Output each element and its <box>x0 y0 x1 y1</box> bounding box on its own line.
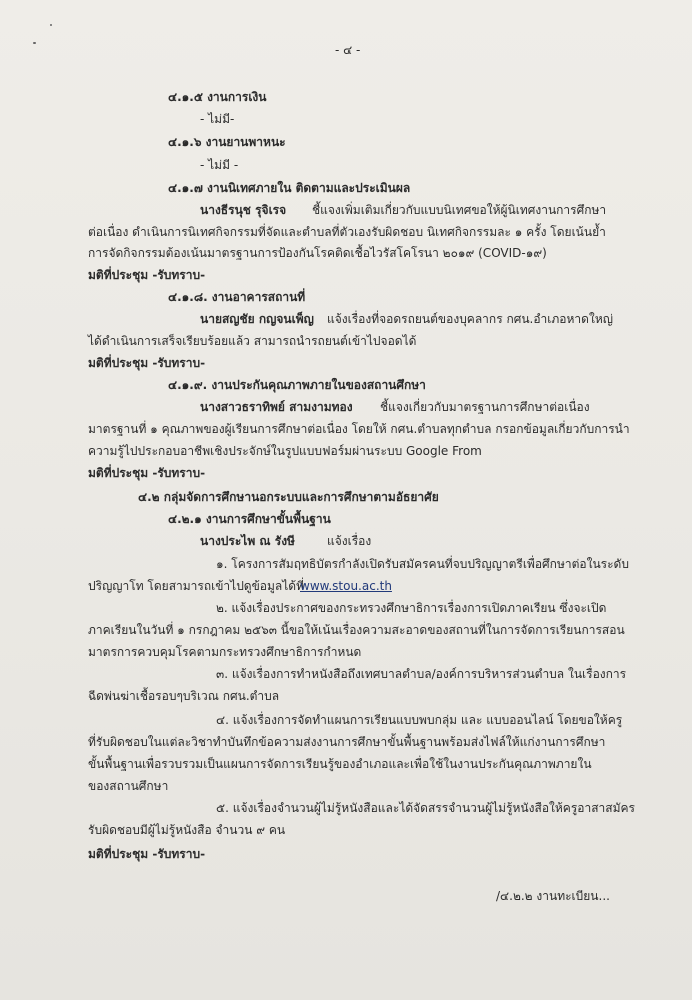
website-link[interactable]: www.stou.ac.th <box>300 579 392 593</box>
scan-speck <box>33 42 36 44</box>
scan-speck <box>50 24 52 26</box>
speaker-name: นางประไพ ณ รังษี <box>200 534 295 548</box>
section-body-finance: - ไม่มี- <box>200 112 235 126</box>
section-heading-finance: ๔.๑.๕ งานการเงิน <box>168 90 267 104</box>
paragraph-line: ต่อเนื่อง ดำเนินการนิเทศกิจกรรมที่จัดและตำบลที่ตัวเองรับผิดชอบ นิเทศกิจกรรมละ ๑ ครั้ง โดยเน้นย้ำ <box>88 225 606 239</box>
page-number: - ๔ - <box>335 43 361 57</box>
paragraph-line: ที่รับผิดชอบในแต่ละวิชาทำบันทึกข้อความส่งงานการศึกษาขั้นพื้นฐานพร้อมส่งไฟล์ให้แก่งานการศึกษา <box>88 735 606 749</box>
paragraph-line: มาตรการควบคุมโรคตามกระทรวงศึกษาธิการกำหนด <box>88 645 362 659</box>
paragraph-line: รับผิดชอบมีผู้ไม่รู้หนังสือ จำนวน ๙ คน <box>88 823 286 837</box>
section-heading-quality-assurance: ๔.๑.๙. งานประกันคุณภาพภายในของสถานศึกษา <box>168 378 426 392</box>
section-heading-vehicles: ๔.๑.๖ งานยานพาหนะ <box>168 135 286 149</box>
meeting-resolution: มติที่ประชุม -รับทราบ- <box>88 268 206 282</box>
section-heading-nonformal-education: ๔.๒ กลุ่มจัดการศึกษานอกระบบและการศึกษาตามอัธยาศัย <box>138 490 439 504</box>
speaker-name: นางสาวธราทิพย์ สามงามทอง <box>200 400 353 414</box>
agenda-item-1: ๑. โครงการสัมฤทธิบัตรกำลังเปิดรับสมัครคนที่จบปริญญาตรีเพื่อศึกษาต่อในระดับ <box>216 557 629 571</box>
meeting-resolution: มติที่ประชุม -รับทราบ- <box>88 466 206 480</box>
agenda-item-4: ๔. แจ้งเรื่องการจัดทำแผนการเรียนแบบพบกลุ่ม และ แบบออนไลน์ โดยขอให้ครู <box>216 713 623 727</box>
speaker-action: แจ้งเรื่อง <box>327 534 372 548</box>
section-heading-buildings: ๔.๑.๘. งานอาคารสถานที่ <box>168 290 306 304</box>
continued-footer: /๔.๒.๒ งานทะเบียน... <box>496 889 610 903</box>
meeting-resolution: มติที่ประชุม -รับทราบ- <box>88 356 206 370</box>
paragraph-line: ฉีดพ่นฆ่าเชื้อรอบๆบริเวณ กศน.ตำบล <box>88 689 280 703</box>
paragraph-line: ชี้แจงเกี่ยวกับมาตรฐานการศึกษาต่อเนื่อง <box>380 400 590 414</box>
subsection-heading-basic-education: ๔.๒.๑ งานการศึกษาขั้นพื้นฐาน <box>168 512 331 526</box>
agenda-item-5: ๕. แจ้งเรื่องจำนวนผู้ไม่รู้หนังสือและได้จัดสรรจำนวนผู้ไม่รู้หนังสือให้ครูอาสาสมัคร <box>216 801 635 815</box>
paragraph-line: มาตรฐานที่ ๑ คุณภาพของผู้เรียนการศึกษาต่อเนื่อง โดยให้ กศน.ตำบลทุกตำบล กรอกข้อมูลเกี่ยวกับการนำ <box>88 422 630 436</box>
meeting-resolution: มติที่ประชุม -รับทราบ- <box>88 847 206 861</box>
paragraph-line: ภาคเรียนในวันที่ ๑ กรกฎาคม ๒๕๖๓ นี้ขอให้เน้นเรื่องความสะอาดของสถานที่ในการจัดการเรียนการสอน <box>88 623 625 637</box>
speaker-name: นายสญชัย กญจนเพ็ญ <box>200 312 314 326</box>
paragraph-line: ของสถานศึกษา <box>88 779 169 793</box>
paragraph-line: การจัดกิจกรรมต้องเน้นมาตรฐานการป้องกันโรคติดเชื้อไวรัสโคโรนา ๒๐๑๙ (COVID-๑๙) <box>88 246 547 260</box>
paragraph-line: แจ้งเรื่องที่จอดรถยนต์ของบุคลากร กศน.อำเภอหาดใหญ่ <box>327 312 613 326</box>
paragraph-line: ได้ดำเนินการเสร็จเรียบร้อยแล้ว สามารถนำรถยนต์เข้าไปจอดได้ <box>88 334 417 348</box>
section-heading-supervision: ๔.๑.๗ งานนิเทศภายใน ติดตามและประเมินผล <box>168 181 411 195</box>
paragraph-line: ชี้แจงเพิ่มเติมเกี่ยวกับแบบนิเทศขอให้ผู้นิเทศงานการศึกษา <box>312 203 607 217</box>
paragraph-line: ความรู้ไปประกอบอาชีพเชิงประจักษ์ในรูปแบบฟอร์มผ่านระบบ Google From <box>88 444 482 458</box>
paragraph-line: ปริญญาโท โดยสามารถเข้าไปดูข้อมูลได้ที่ <box>88 579 305 593</box>
paragraph-line: ขั้นพื้นฐานเพื่อรวบรวมเป็นแผนการจัดการเรียนรู้ของอำเภอและเพื่อใช้ในงานประกันคุณภาพภายใน <box>88 757 592 771</box>
agenda-item-3: ๓. แจ้งเรื่องการทำหนังสือถึงเทศบาลตำบล/องค์การบริหารส่วนตำบล ในเรื่องการ <box>216 667 627 681</box>
section-body-vehicles: - ไม่มี - <box>200 158 239 172</box>
agenda-item-2: ๒. แจ้งเรื่องประกาศของกระทรวงศึกษาธิการเรื่องการเปิดภาคเรียน ซึ่งจะเปิด <box>216 601 607 615</box>
speaker-name: นางธีรนุช รุจิเรจ <box>200 203 287 217</box>
